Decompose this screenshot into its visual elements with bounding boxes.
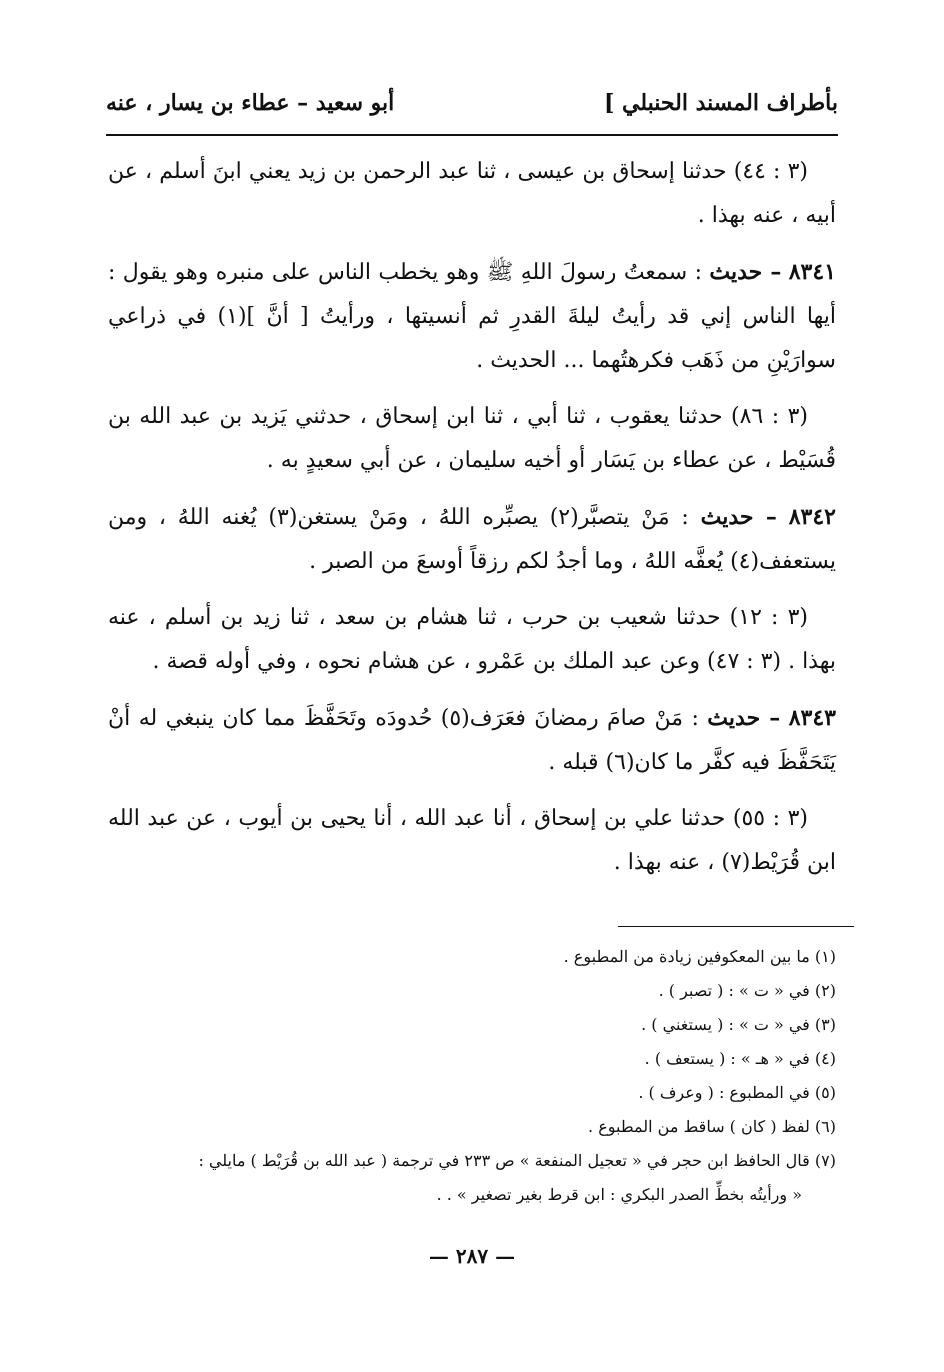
hadith-number: ٨٣٤٣ — [788, 705, 836, 731]
running-header — [106, 90, 838, 130]
footnote: (٣) في « ت » : ( يستغني ) . — [641, 1015, 836, 1034]
footnote: (٧) قال الحافظ ابن حجر في « تعجيل المنفعة » ص ٢٣٣ في ترجمة ( عبد الله بن قُرَيْط ) مايلي : — [198, 1151, 836, 1170]
hadith-paragraph — [108, 250, 836, 383]
hadith-text: : مَنْ يتصبَّر(٢) يصبِّره اللهُ ، ومَنْ يستغن(٣) يُغنه اللهُ ، ومن يستعفف(٤) يُعفَّه اللهُ ، وما أجدُ لكم رزقاً أوسعَ من الصبر . — [108, 505, 836, 574]
sanad-paragraph: (٣ : ٥٥) حدثنا علي بن إسحاق ، أنا عبد الله ، أنا يحيى بن أيوب ، عن عبد الله ابن قُرَيْط(٧) ، عنه بهذا . — [108, 806, 836, 875]
hadith-paragraph — [108, 696, 836, 785]
page-number: — ٢٨٧ — — [428, 1244, 516, 1268]
sanad-paragraph: (٣ : ١٢) حدثنا شعيب بن حرب ، ثنا هشام بن سعد ، ثنا زيد بن أسلم ، عنه بهذا . (٣ : ٤٧) وعن عبد الملك بن عَمْرو ، عن هشام نحوه ، وفي أوله قصة . — [108, 605, 836, 674]
footnote-rule — [618, 926, 854, 927]
footnote: (٤) في « هـ » : ( يستعف ) . — [644, 1049, 836, 1068]
footnote: (٥) في المطبوع : ( وعرف ) . — [638, 1083, 836, 1102]
footnote-continuation: « ورأيتُه بخطِّ الصدر البكري : ابن قرط بغير تصغير » . . — [436, 1185, 802, 1204]
hadith-label: – حديث — [700, 504, 777, 530]
section-title-header: أبو سعيد – عطاء بن يسار ، عنه — [106, 90, 395, 116]
book-title-header: بأطراف المسند الحنبلي ] — [603, 90, 838, 116]
sanad-paragraph: (٣ : ٤٤) حدثنا إسحاق بن عيسى ، ثنا عبد الرحمن بن زيد يعني ابنَ أسلم ، عن أبيه ، عنه بهذا . — [108, 159, 836, 228]
hadith-label: – حديث — [709, 259, 782, 285]
header-rule — [106, 134, 838, 136]
hadith-number: ٨٣٤١ — [788, 259, 836, 285]
hadith-text: : مَنْ صامَ رمضانَ فعَرَف(٥) حُدودَه وتَحَفَّظَ مما كان ينبغي له أنْ يَتَحَفَّظَ فيه كفَّر ما كان(٦) قبله . — [108, 706, 836, 775]
footnote: (١) ما بين المعكوفين زيادة من المطبوع . — [563, 947, 836, 966]
hadith-label: – حديث — [707, 705, 781, 731]
footnote: (٦) لفظ ( كان ) ساقط من المطبوع . — [588, 1117, 836, 1136]
hadith-paragraph — [108, 495, 836, 584]
main-text — [108, 150, 836, 897]
sanad-paragraph: (٣ : ٨٦) حدثنا يعقوب ، ثنا أبي ، ثنا ابن إسحاق ، حدثني يَزيد بن عبد الله بن قُسَيْط ، عن عطاء بن يَسَار أو أخيه سليمان ، عن أبي سعيدٍ به . — [108, 404, 836, 473]
hadith-number: ٨٣٤٢ — [788, 504, 836, 530]
hadith-text: : سمعتُ رسولَ اللهِ ﷺ وهو يخطب الناس على منبره وهو يقول : أيها الناس إني قد رأيتُ ليلةَ القدرِ ثم أنسيتها ، ورأيتُ [ أنَّ ](١) في ذراعي سوارَيْنِ من ذَهَب فكرهتُهما ... الحديث . — [108, 260, 836, 373]
footnote: (٢) في « ت » : ( تصبر ) . — [658, 981, 836, 1000]
footnotes — [150, 940, 836, 1212]
